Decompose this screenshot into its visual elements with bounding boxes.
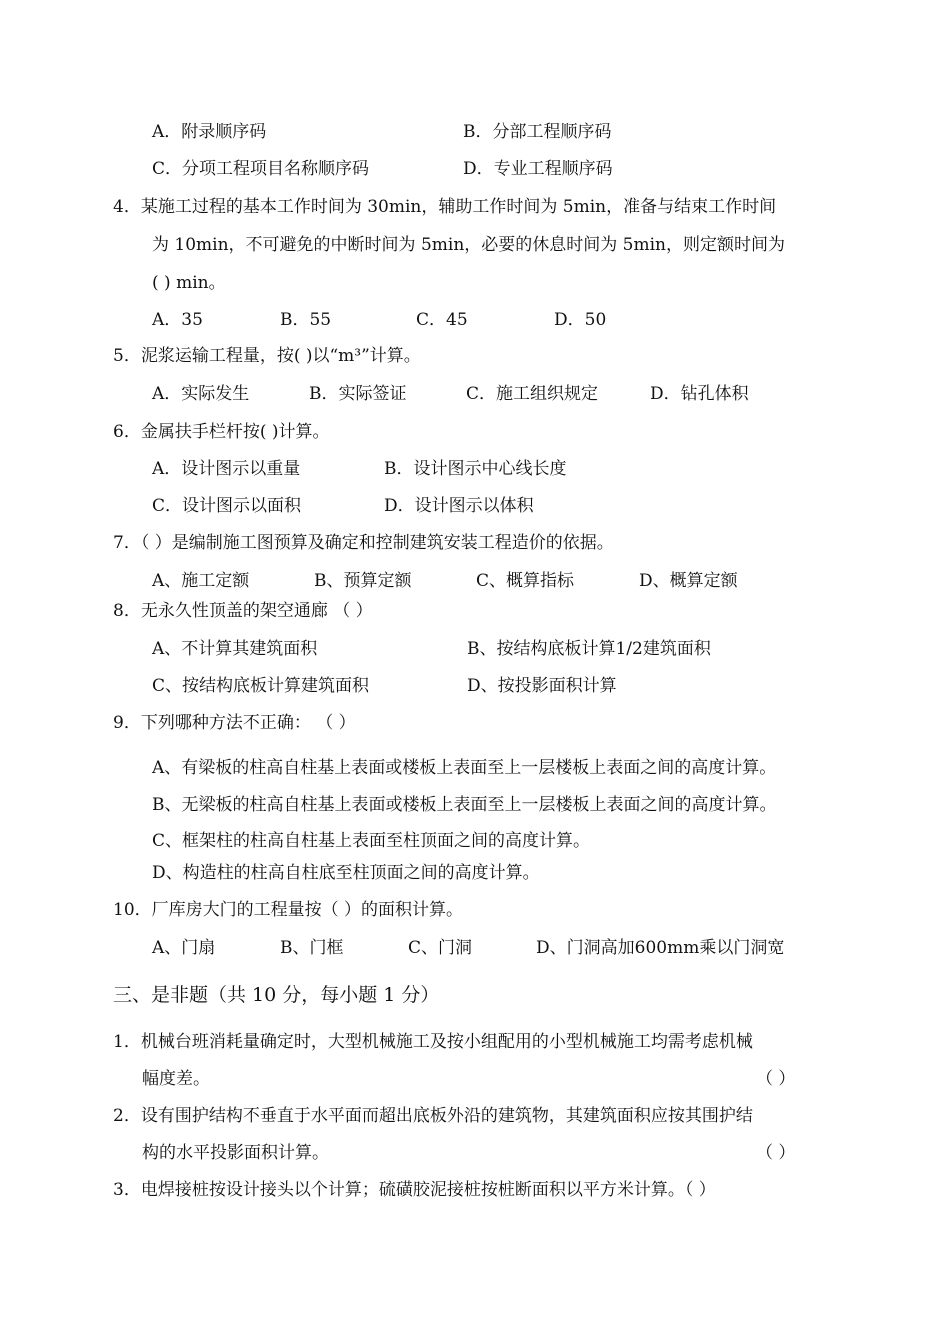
q9-option-b: B、无梁板的柱高自柱基上表面或楼板上表面至上一层楼板上表面之间的高度计算。 bbox=[152, 795, 777, 815]
q4-stem-line3: ( ) min。 bbox=[152, 273, 226, 293]
q5-stem: 5．泥浆运输工程量，按( )以“m³”计算。 bbox=[113, 346, 421, 366]
q9-option-d: D、构造柱的柱高自柱底至柱顶面之间的高度计算。 bbox=[152, 863, 540, 883]
q10-option-b: B、门框 bbox=[280, 938, 344, 958]
q5-option-d: D．钻孔体积 bbox=[650, 384, 749, 404]
q4-option-d: D．50 bbox=[554, 310, 607, 330]
q4-option-c: C．45 bbox=[416, 310, 468, 330]
q5-option-a: A．实际发生 bbox=[152, 384, 250, 404]
q4-stem-line1: 4．某施工过程的基本工作时间为 30min，辅助工作时间为 5min，准备与结束工作时间 bbox=[113, 197, 777, 217]
q8-option-a: A、不计算其建筑面积 bbox=[152, 639, 318, 659]
q6-stem: 6．金属扶手栏杆按( )计算。 bbox=[113, 422, 330, 442]
q10-option-c: C、门洞 bbox=[408, 938, 473, 958]
tf1-line2: 幅度差。 bbox=[142, 1069, 210, 1089]
q6-option-c: C．设计图示以面积 bbox=[152, 496, 302, 516]
q4-option-b: B．55 bbox=[280, 310, 332, 330]
tf1-line1: 1．机械台班消耗量确定时，大型机械施工及按小组配用的小型机械施工均需考虑机械 bbox=[113, 1032, 753, 1052]
q9-option-a: A、有梁板的柱高自柱基上表面或楼板上表面至上一层楼板上表面之间的高度计算。 bbox=[152, 758, 777, 778]
q8-option-b: B、按结构底板计算1/2建筑面积 bbox=[467, 639, 711, 659]
q7-option-b: B、预算定额 bbox=[314, 571, 412, 591]
q8-stem: 8．无永久性顶盖的架空通廊 （ ） bbox=[113, 601, 373, 621]
q8-option-d: D、按投影面积计算 bbox=[467, 676, 617, 696]
q9-stem: 9．下列哪种方法不正确： （ ） bbox=[113, 713, 356, 733]
q3-option-a: A．附录顺序码 bbox=[152, 122, 267, 142]
section-heading: 三、是非题（共 10 分，每小题 1 分） bbox=[113, 984, 440, 1006]
q3-option-b: B．分部工程顺序码 bbox=[463, 122, 612, 142]
q7-option-c: C、概算指标 bbox=[476, 571, 575, 591]
q4-option-a: A．35 bbox=[152, 310, 203, 330]
q5-option-b: B．实际签证 bbox=[309, 384, 407, 404]
q4-stem-line2: 为 10min，不可避免的中断时间为 5min，必要的休息时间为 5min，则定额时间为 bbox=[152, 235, 785, 255]
q6-option-d: D．设计图示以体积 bbox=[384, 496, 534, 516]
q10-option-d: D、门洞高加600mm乘以门洞宽 bbox=[536, 938, 785, 958]
tf3-line1: 3．电焊接桩按设计接头以个计算；硫磺胶泥接桩按桩断面积以平方米计算。（ ） bbox=[113, 1180, 716, 1200]
q7-option-d: D、概算定额 bbox=[639, 571, 738, 591]
tf2-line1: 2．设有围护结构不垂直于水平面而超出底板外沿的建筑物，其建筑面积应按其围护结 bbox=[113, 1106, 753, 1126]
tf2-line2: 构的水平投影面积计算。 bbox=[142, 1143, 329, 1163]
q10-option-a: A、门扇 bbox=[152, 938, 216, 958]
q3-option-d: D．专业工程顺序码 bbox=[463, 159, 613, 179]
q6-option-b: B．设计图示中心线长度 bbox=[384, 459, 567, 479]
q6-option-a: A．设计图示以重量 bbox=[152, 459, 301, 479]
q10-stem: 10．厂库房大门的工程量按（ ）的面积计算。 bbox=[113, 900, 464, 920]
q7-stem: 7．（ ）是编制施工图预算及确定和控制建筑安装工程造价的依据。 bbox=[113, 533, 614, 553]
q5-option-c: C．施工组织规定 bbox=[466, 384, 599, 404]
q7-option-a: A、施工定额 bbox=[152, 571, 250, 591]
tf1-answer-bracket: （ ） bbox=[756, 1069, 796, 1089]
tf2-answer-bracket: （ ） bbox=[756, 1143, 796, 1163]
q3-option-c: C．分项工程项目名称顺序码 bbox=[152, 159, 370, 179]
q9-option-c: C、框架柱的柱高自柱基上表面至柱顶面之间的高度计算。 bbox=[152, 831, 591, 851]
q8-option-c: C、按结构底板计算建筑面积 bbox=[152, 676, 370, 696]
